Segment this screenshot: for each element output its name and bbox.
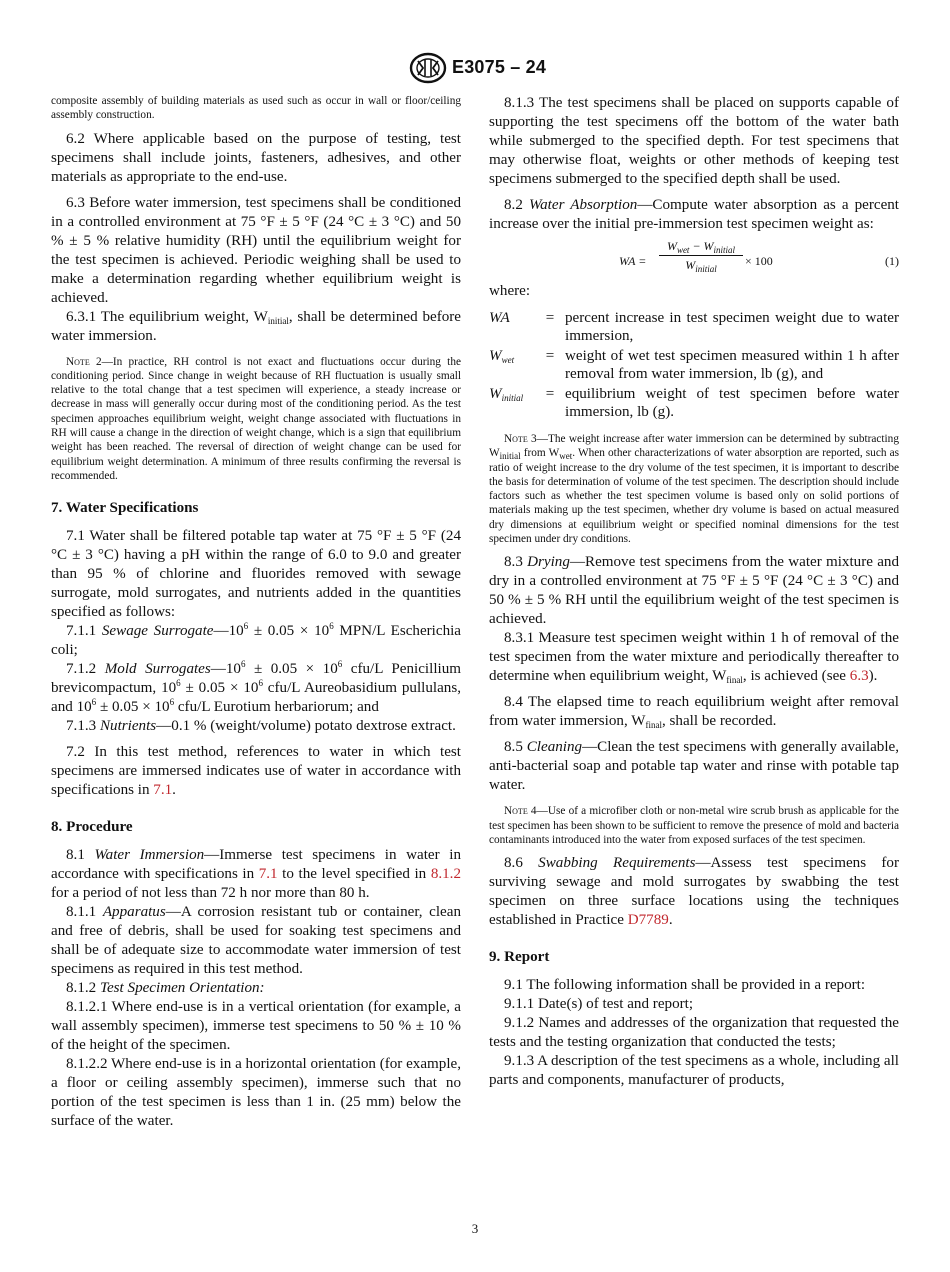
astm-logo-icon: [409, 52, 447, 84]
equation-number: (1): [885, 254, 899, 268]
left-column: [51, 94, 461, 1131]
equation-lhs: WA =: [619, 254, 647, 268]
note-3: Note 3—The weight increase after water immersion can be determined by subtracting $W_{initial}$ from $W_{wet}$. When other characterizations of water absorption are reported, such as ratio of weight increase to the dry volume of the test specimen, it is important to describe the basis for determination of volume of the test specimen. The description should include factors such as whether the test specimen volume is based only on solid portions of materials making up the test specimen, whether dry volume is based on actual measured dry dimensions at equilibrium weight or specified nominal dimensions for the test specimen under dry conditions.: [489, 433, 899, 546]
page-number: 3: [471, 1221, 479, 1236]
definition-item: $W_{initial}$ = equilibrium weight of test specimen before water immersion, lb (g).: [489, 386, 899, 420]
paragraph-8-1-2-2: 8.1.2.2 Where end-use is in a horizontal orientation (for example, a floor or ceiling assembly specimen), immerse such that no portion of the test specimen is less than 1 in. (25 mm) below the surface of the water.: [51, 1056, 461, 1130]
definition-item: $W_{wet}$ = weight of wet test specimen measured within 1 h after removal from water immersion, lb (g), and: [489, 348, 899, 382]
section-7-heading: 7. Water Specifications: [51, 500, 199, 517]
paragraph-8-1-2-1: 8.1.2.1 Where end-use is in a vertical orientation (for example, a wall assembly specimen), immerse test specimens to 50 % ± 10 % of the height of the specimen.: [51, 999, 461, 1054]
link-d7789[interactable]: D7789: [627, 912, 669, 929]
paragraph-8-3-1: 8.3.1 Measure test specimen weight within 1 h of removal of the test specimen from the water mixture and periodically thereafter to determine when equilibrium weight, $W_{final}$, is achieved (see 6.3).: [489, 630, 899, 686]
link-6-3[interactable]: 6.3: [849, 668, 869, 685]
paragraph-8-5: 8.5 Cleaning—Clean the test specimens with generally available, anti-bacterial soap and potable tap water and rinse with potable tap water.: [489, 739, 900, 794]
equation-numerator: $W_{wet} - W_{initial}$: [666, 239, 736, 255]
paragraph-9-1-2: 9.1.2 Names and addresses of the organization that requested the tests and the testing organization that conducted the tests;: [489, 1015, 899, 1051]
section-9-heading: 9. Report: [489, 949, 550, 966]
paragraph-9-1-3: 9.1.3 A description of the test specimens as a whole, including all parts and components, manufacturer of products,: [489, 1053, 899, 1089]
link-7-1[interactable]: 7.1: [258, 866, 278, 883]
definition-item: WA = percent increase in test specimen weight due to water immersion,: [489, 310, 899, 344]
link-7-1[interactable]: 7.1: [153, 782, 173, 799]
right-column: [489, 94, 899, 1090]
paragraph-7-1-2: 7.1.2 Mold $Surrogates—10^6 \pm 0.05 \times 10^6$ cfu/L Penicillium brevicompactum, $10^6 \pm 0.05 \times 10^6$ cfu/L Aureobasidium pullulans, and $10^6 \pm 0.05 \times 10^6$ cfu/L Eurotium herbariorum; and: [51, 659, 461, 716]
equation-fraction: [659, 238, 743, 273]
document-id: E3075 – 24: [452, 57, 547, 77]
note-2: Note 2—In practice, RH control is not exact and fluctuations occur during the conditioning period. Since change in weight because of RH fluctuation is usually small relative to the total change that a test specimen will experience, a steady increase or decrease in mass will generally occur during most of the conditioning period. As the test specimen approaches equilibrium weight, weight change associated with fluctuations in RH will cause a change in the direction of weight change, which is a sign that equilibrium weight has been reached. The reversal of direction of weight change can be used for equilibrium weight determination. A minimum of three results confirming the reversal is recommended.: [51, 355, 461, 482]
paragraph-7-2: 7.2 In this test method, references to water in which test specimens are immersed indicates use of water in accordance with specifications in 7.1.: [51, 744, 461, 799]
paragraph-7-1-3: 7.1.3 Nutrients—0.1 % (weight/volume) potato dextrose extract.: [66, 718, 456, 735]
where-label: where:: [489, 283, 531, 299]
paragraph-8-2: 8.2 Water Absorption—Compute water absorption as a percent increase over the initial pre-immersion test specimen weight as:: [489, 197, 900, 232]
note-4: Note 4—Use of a microfiber cloth or non-metal wire scrub brush as applicable for the test specimen has been shown to be sufficient to remove the presence of mold and bacteria contaminants introduced into the water from exposed surfaces of the test specimen.: [489, 805, 899, 846]
paragraph-8-3: 8.3 Drying—Remove test specimens from the water mixture and dry in a controlled environment at 75 °F ± 5 °F (24 °C ± 3 °C) and 50 % ± 5 % RH until the equilibrium weight of the test specimen is achieved.: [489, 554, 900, 628]
paragraph-8-1-2: 8.1.2 Test Specimen Orientation:: [66, 980, 265, 997]
paragraph-6-2: 6.2 Where applicable based on the purpose of testing, test specimens shall include joints, fasteners, adhesives, and other materials as appropriate to the end-use.: [51, 130, 461, 185]
link-8-1-2[interactable]: 8.1.2: [430, 866, 461, 883]
paragraph-6-3: 6.3 Before water immersion, test specimens shall be conditioned in a controlled environment at 75 °F ± 5 °F (24 °C ± 3 °C) and 50 % ± 5 % relative humidity (RH) until the equilibrium weight for the test specimen is achieved. Periodic weighing shall be used to make a determination regarding whether equilibrium weight is achieved.: [51, 194, 461, 306]
paragraph-7-1: 7.1 Water shall be filtered potable tap water at 75 °F ± 5 °F (24 °C ± 3 °C) having a pH within the range of 6.0 to 9.0 and greater than 95 % of chlorine and fluorides removed with sewage surrogate, mold surrogates, and nutrients added in the quantities specified as follows:: [51, 528, 461, 621]
paragraph-8-6: 8.6 Swabbing Requirements—Assess test specimens for surviving sewage and mold surrogates by swabbing the test specimen on three surface locations using the techniques established in Practice D7789.: [489, 855, 899, 929]
equation-1: [489, 238, 899, 282]
paragraph-9-1-1: 9.1.1 Date(s) of test and report;: [504, 996, 694, 1013]
paragraph-8-1: 8.1 Water Immersion—Immerse test specimens in water in accordance with specifications in 7.1 to the level specified in 8.1.2 for a period of not less than 72 h nor more than 80 h.: [51, 847, 461, 902]
paragraph-8-4: 8.4 The elapsed time to reach equilibrium weight after removal from water immersion, $W_{final}$, shall be recorded.: [489, 694, 899, 731]
page-header: [0, 52, 950, 88]
paragraph-9-1: 9.1 The following information shall be provided in a report:: [504, 977, 866, 994]
equation-denominator: $W_{initial}$: [685, 258, 717, 274]
definitions-list: [489, 309, 899, 421]
paragraph-7-1-1: 7.1.1 Sewage $Surrogate—10^6 \pm 0.05 \times 10^6$ MPN/L Escherichia coli;: [51, 621, 462, 659]
paragraph-8-1-1: 8.1.1 Apparatus—A corrosion resistant tub or container, clean and free of debris, shall be used for soaking test specimens and shall be of adequate size to accommodate water immersion of test specimens as required in this test method.: [51, 904, 461, 978]
equation-multiplier: × 100: [745, 254, 773, 268]
paragraph-6-3-1: 6.3.1 The equilibrium weight, $W_{initial}$, shall be determined before water immersion.: [51, 308, 462, 344]
paragraph-continued: composite assembly of building materials as used such as occur in wall or floor/ceiling assembly construction.: [51, 95, 461, 122]
section-8-heading: 8. Procedure: [51, 819, 133, 836]
paragraph-8-1-3: 8.1.3 The test specimens shall be placed on supports capable of supporting the test specimens off the bottom of the water bath while submerged to the specified depth. For test specimens that may otherwise float, weights or other methods of keeping test specimens submerged to the specified depth shall be used.: [489, 95, 899, 187]
